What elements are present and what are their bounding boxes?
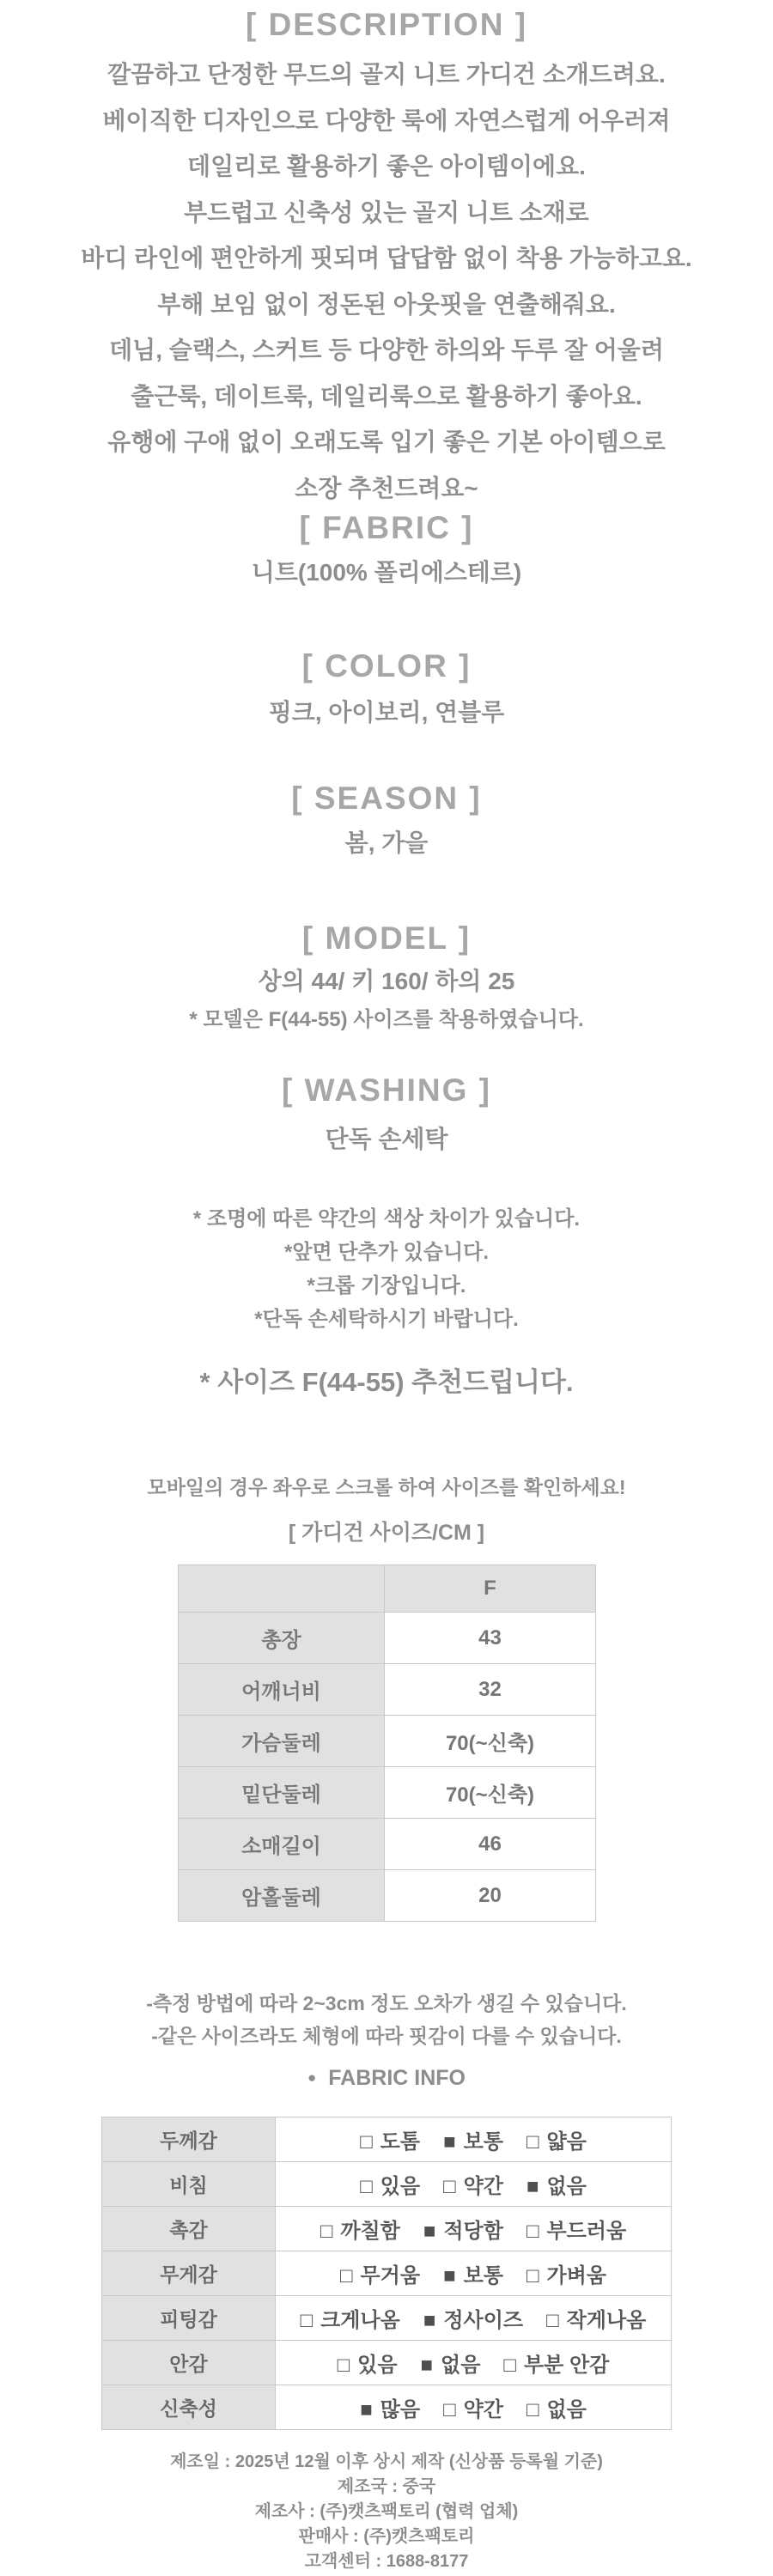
description-heading: [ DESCRIPTION ] xyxy=(245,7,528,42)
checkbox-icon: □ xyxy=(320,2220,333,2243)
fabric-option-label: 무거움 xyxy=(360,2264,421,2287)
size-table-row xyxy=(179,1664,596,1716)
fabric-option xyxy=(340,2258,420,2288)
fabric-info-table xyxy=(101,2117,672,2430)
product-notes xyxy=(0,1202,773,1336)
fabric-row-options xyxy=(276,2348,671,2378)
fabric-option-label: 적당함 xyxy=(443,2220,503,2243)
checkbox-icon: □ xyxy=(526,2220,539,2243)
fabric-option xyxy=(546,2303,646,2333)
fabric-row-options xyxy=(276,2258,671,2288)
fabric-row-label: 무게감 xyxy=(102,2251,276,2296)
fabric-row-label: 촉감 xyxy=(102,2207,276,2251)
size-table-row xyxy=(179,1613,596,1664)
fabric-option xyxy=(423,2303,523,2333)
fabric-option-label: 있음 xyxy=(380,2175,421,2198)
bullet-icon: ● xyxy=(307,2069,317,2086)
product-note-line: *앞면 단추가 있습니다. xyxy=(284,1241,489,1264)
fabric-option xyxy=(320,2214,400,2244)
footer-line: 제조사 : (주)캣츠팩토리 (협력 업체) xyxy=(254,2502,519,2521)
fabric-row-label: 신축성 xyxy=(102,2385,276,2430)
footer-line: 제조국 : 중국 xyxy=(337,2477,436,2496)
fabric-option xyxy=(423,2214,503,2244)
mobile-scroll-hint: 모바일의 경우 좌우로 스크롤 하여 사이즈를 확인하세요! xyxy=(147,1476,626,1498)
checkbox-icon: □ xyxy=(340,2264,353,2287)
model-value: 상의 44/ 키 160/ 하의 25 xyxy=(258,968,515,994)
checkbox-icon: ■ xyxy=(443,2264,456,2287)
fabric-option xyxy=(360,2169,420,2199)
fabric-option xyxy=(526,2214,626,2244)
size-table-row xyxy=(179,1716,596,1767)
checkbox-icon: □ xyxy=(526,2130,539,2154)
checkbox-icon: □ xyxy=(360,2130,373,2154)
size-row-value: 32 xyxy=(385,1664,596,1716)
fabric-value: 니트(100% 폴리에스테르) xyxy=(251,559,522,586)
checkbox-icon: □ xyxy=(503,2354,516,2377)
size-row-label: 밑단둘레 xyxy=(179,1767,385,1819)
fabric-option-label: 가벼움 xyxy=(546,2264,606,2287)
fabric-option-label: 없음 xyxy=(441,2354,481,2377)
fabric-option xyxy=(526,2392,587,2422)
fabric-option-label: 약간 xyxy=(463,2398,503,2421)
fabric-info-row xyxy=(102,2341,672,2385)
description-line: 데님, 슬랙스, 스커트 등 다양한 하의와 두루 잘 어울려 xyxy=(109,337,664,363)
size-table-row xyxy=(179,1819,596,1870)
size-table-row xyxy=(179,1767,596,1819)
fabric-option xyxy=(443,2169,503,2199)
fabric-row-options xyxy=(276,2169,671,2199)
checkbox-icon: □ xyxy=(546,2309,559,2332)
fabric-option-label: 부드러움 xyxy=(546,2220,627,2243)
description-line: 베이직한 디자인으로 다양한 룩에 자연스럽게 어우러져 xyxy=(102,106,671,134)
fabric-info-title-text: FABRIC INFO xyxy=(328,2066,466,2090)
fabric-option-label: 있음 xyxy=(357,2354,398,2377)
fabric-option xyxy=(360,2392,420,2422)
size-row-value: 20 xyxy=(385,1870,596,1922)
checkbox-icon: ■ xyxy=(420,2354,434,2377)
measure-note-line: -같은 사이즈라도 체형에 따라 핏감이 다를 수 있습니다. xyxy=(151,2025,622,2047)
fabric-option xyxy=(443,2124,503,2154)
checkbox-icon: □ xyxy=(526,2264,539,2287)
checkbox-icon: □ xyxy=(337,2354,350,2377)
fabric-option xyxy=(421,2348,481,2378)
size-table-title: [ 가디건 사이즈/CM ] xyxy=(288,1521,485,1545)
fabric-option-label: 까칠함 xyxy=(340,2220,400,2243)
fabric-option xyxy=(526,2258,606,2288)
fabric-row-label: 안감 xyxy=(102,2341,276,2385)
description-line: 바디 라인에 편안하게 핏되며 답답함 없이 착용 가능하고요. xyxy=(81,245,692,271)
fabric-option-label: 얇음 xyxy=(546,2130,587,2154)
fabric-option-label: 작게나옴 xyxy=(566,2309,647,2332)
description-paragraph xyxy=(0,52,773,511)
manufacturing-info xyxy=(0,2450,773,2574)
fabric-option-label: 크게나옴 xyxy=(320,2309,400,2332)
footer-line: 고객센터 : 1688-8177 xyxy=(304,2552,469,2571)
size-row-label: 암홀둘레 xyxy=(179,1870,385,1922)
size-row-label: 어깨너비 xyxy=(179,1664,385,1716)
model-heading: [ MODEL ] xyxy=(301,920,472,956)
season-value: 봄, 가을 xyxy=(344,829,429,856)
color-value: 핑크, 아이보리, 연블루 xyxy=(268,699,505,726)
footer-line: 판매사 : (주)캣츠팩토리 xyxy=(298,2527,475,2546)
measure-notes xyxy=(0,1987,773,2052)
size-table-header-row xyxy=(179,1565,596,1613)
fabric-row-label: 두께감 xyxy=(102,2117,276,2162)
fabric-info-row xyxy=(102,2251,672,2296)
description-line: 출근룩, 데이트룩, 데일리룩으로 활용하기 좋아요. xyxy=(131,382,642,410)
fabric-option-label: 부분 안감 xyxy=(523,2354,610,2377)
size-recommendation: * 사이즈 F(44-55) 추천드립니다. xyxy=(199,1367,574,1397)
fabric-option xyxy=(338,2348,398,2378)
checkbox-icon: □ xyxy=(443,2175,456,2198)
fabric-option-label: 보통 xyxy=(463,2130,503,2154)
fabric-option xyxy=(526,2124,587,2154)
size-row-value: 46 xyxy=(385,1819,596,1870)
size-row-label: 총장 xyxy=(179,1613,385,1664)
checkbox-icon: ■ xyxy=(443,2130,456,2154)
size-table-column-header: F xyxy=(385,1565,596,1613)
fabric-option-label: 없음 xyxy=(546,2175,587,2198)
fabric-info-row xyxy=(102,2117,672,2162)
fabric-option xyxy=(443,2392,503,2422)
fabric-option-label: 많음 xyxy=(380,2398,421,2421)
checkbox-icon: □ xyxy=(300,2309,313,2332)
product-note-line: *크롭 기장입니다. xyxy=(307,1274,466,1297)
color-heading: [ COLOR ] xyxy=(301,648,472,683)
product-note-line: * 조명에 따른 약간의 색상 차이가 있습니다. xyxy=(192,1207,581,1230)
fabric-option-label: 보통 xyxy=(463,2264,503,2287)
size-row-value: 70(~신축) xyxy=(385,1716,596,1767)
fabric-row-options xyxy=(276,2392,671,2422)
checkbox-icon: ■ xyxy=(360,2398,373,2421)
season-heading: [ SEASON ] xyxy=(291,781,482,816)
fabric-option xyxy=(301,2303,400,2333)
fabric-option-label: 약간 xyxy=(463,2175,503,2198)
size-table-corner-cell xyxy=(179,1565,385,1613)
size-table xyxy=(178,1564,596,1922)
fabric-row-label: 피팅감 xyxy=(102,2296,276,2341)
size-row-label: 가슴둘레 xyxy=(179,1716,385,1767)
fabric-option xyxy=(443,2258,503,2288)
fabric-info-row xyxy=(102,2296,672,2341)
fabric-row-label: 비침 xyxy=(102,2162,276,2207)
checkbox-icon: ■ xyxy=(526,2175,539,2198)
fabric-row-options xyxy=(276,2214,671,2244)
checkbox-icon: ■ xyxy=(423,2220,436,2243)
description-line: 깔끔하고 단정한 무드의 골지 니트 가디건 소개드려요. xyxy=(107,61,666,88)
fabric-option xyxy=(503,2348,609,2378)
description-line: 소장 추천드려요~ xyxy=(295,474,478,501)
fabric-row-options xyxy=(276,2303,671,2333)
fabric-info-row xyxy=(102,2207,672,2251)
size-table-row xyxy=(179,1870,596,1922)
checkbox-icon: □ xyxy=(360,2175,373,2198)
footer-line: 제조일 : 2025년 12월 이후 상시 제작 (신상품 등록월 기준) xyxy=(170,2452,603,2471)
description-line: 부해 보임 없이 정돈된 아웃핏을 연출해줘요. xyxy=(157,290,616,318)
model-note: * 모델은 F(44-55) 사이즈를 착용하였습니다. xyxy=(189,1008,584,1031)
fabric-row-options xyxy=(276,2124,671,2154)
checkbox-icon: □ xyxy=(526,2398,539,2421)
size-row-label: 소매길이 xyxy=(179,1819,385,1870)
fabric-info-title xyxy=(0,2065,773,2091)
fabric-heading: [ FABRIC ] xyxy=(299,510,474,545)
product-note-line: *단독 손세탁하시기 바랍니다. xyxy=(254,1308,519,1331)
fabric-option-label: 도톰 xyxy=(380,2130,421,2154)
washing-heading: [ WASHING ] xyxy=(282,1072,491,1108)
description-line: 유행에 구애 없이 오래도록 입기 좋은 기본 아이템으로 xyxy=(107,428,666,455)
size-row-value: 43 xyxy=(385,1613,596,1664)
description-line: 데일리로 활용하기 좋은 아이템이에요. xyxy=(187,153,586,179)
description-line: 부드럽고 신축성 있는 골지 니트 소재로 xyxy=(184,198,589,226)
size-row-value: 70(~신축) xyxy=(385,1767,596,1819)
fabric-option-label: 정사이즈 xyxy=(443,2309,524,2332)
fabric-info-row xyxy=(102,2162,672,2207)
washing-value: 단독 손세탁 xyxy=(325,1126,448,1152)
checkbox-icon: □ xyxy=(443,2398,456,2421)
checkbox-icon: ■ xyxy=(423,2309,436,2332)
fabric-option-label: 없음 xyxy=(546,2398,587,2421)
fabric-option xyxy=(526,2169,587,2199)
fabric-info-row xyxy=(102,2385,672,2430)
fabric-option xyxy=(360,2124,420,2154)
measure-note-line: -측정 방법에 따라 2~3cm 정도 오차가 생길 수 있습니다. xyxy=(146,1992,627,2014)
